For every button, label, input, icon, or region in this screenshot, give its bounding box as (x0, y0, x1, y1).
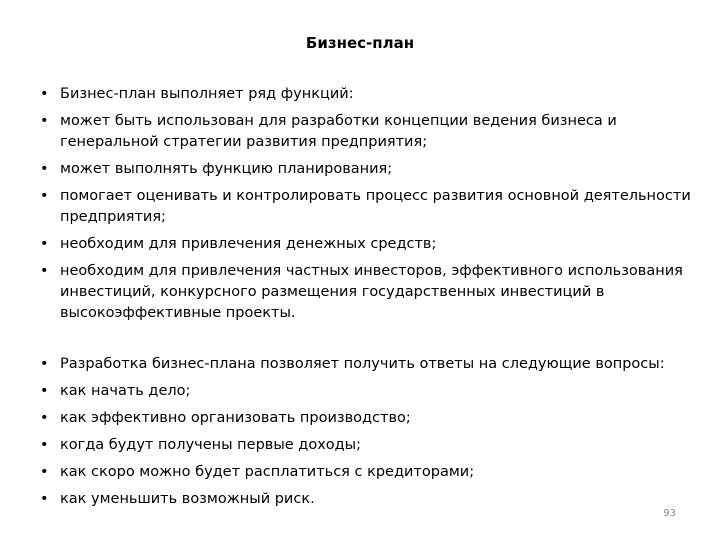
bullet-icon: • (40, 86, 49, 102)
list-item-text: как эффективно организовать производство; (60, 410, 411, 426)
bullet-icon: • (40, 263, 49, 279)
bullet-icon: • (40, 464, 49, 480)
page-number: 93 (663, 508, 676, 519)
list-item-text: может выполнять функцию планирования; (60, 161, 393, 177)
functions-list (40, 84, 700, 330)
bullet-icon: • (40, 491, 49, 507)
list-item (40, 111, 700, 153)
questions-list (40, 354, 700, 516)
list-item (40, 186, 700, 228)
bullet-icon: • (40, 410, 49, 426)
list-item-text: помогает оценивать и контролировать процесс развития основной деятельности предприятия; (60, 188, 691, 225)
slide-title: Бизнес-план (305, 34, 415, 52)
list-item-text: необходим для привлечения денежных средств; (60, 236, 437, 252)
list-item-text: когда будут получены первые доходы; (60, 437, 362, 453)
list-item (40, 489, 700, 510)
list-item (40, 261, 700, 324)
list-item-text: может быть использован для разработки концепции ведения бизнеса и генеральной стратегии развития предприятия; (60, 113, 617, 150)
bullet-icon: • (40, 188, 49, 204)
bullet-icon: • (40, 236, 49, 252)
bullet-icon: • (40, 356, 49, 372)
list-item-text: необходим для привлечения частных инвесторов, эффективного использования инвестиций, конкурсного размещения государственных инвестиций в высокоэффективные проекты. (60, 263, 683, 321)
list-item (40, 234, 700, 255)
list-item-text: как начать дело; (60, 383, 191, 399)
list-item (40, 462, 700, 483)
bullet-icon: • (40, 113, 49, 129)
list-item (40, 354, 700, 375)
list-item (40, 84, 700, 105)
list-item (40, 159, 700, 180)
list-item-text: Разработка бизнес-плана позволяет получить ответы на следующие вопросы: (60, 356, 665, 372)
list-item-text: как скоро можно будет расплатиться с кредиторами; (60, 464, 475, 480)
list-item (40, 381, 700, 402)
list-item-text: Бизнес-план выполняет ряд функций: (60, 86, 354, 102)
bullet-icon: • (40, 161, 49, 177)
bullet-icon: • (40, 437, 49, 453)
list-item (40, 435, 700, 456)
list-item-text: как уменьшить возможный риск. (60, 491, 315, 507)
bullet-icon: • (40, 383, 49, 399)
list-item (40, 408, 700, 429)
